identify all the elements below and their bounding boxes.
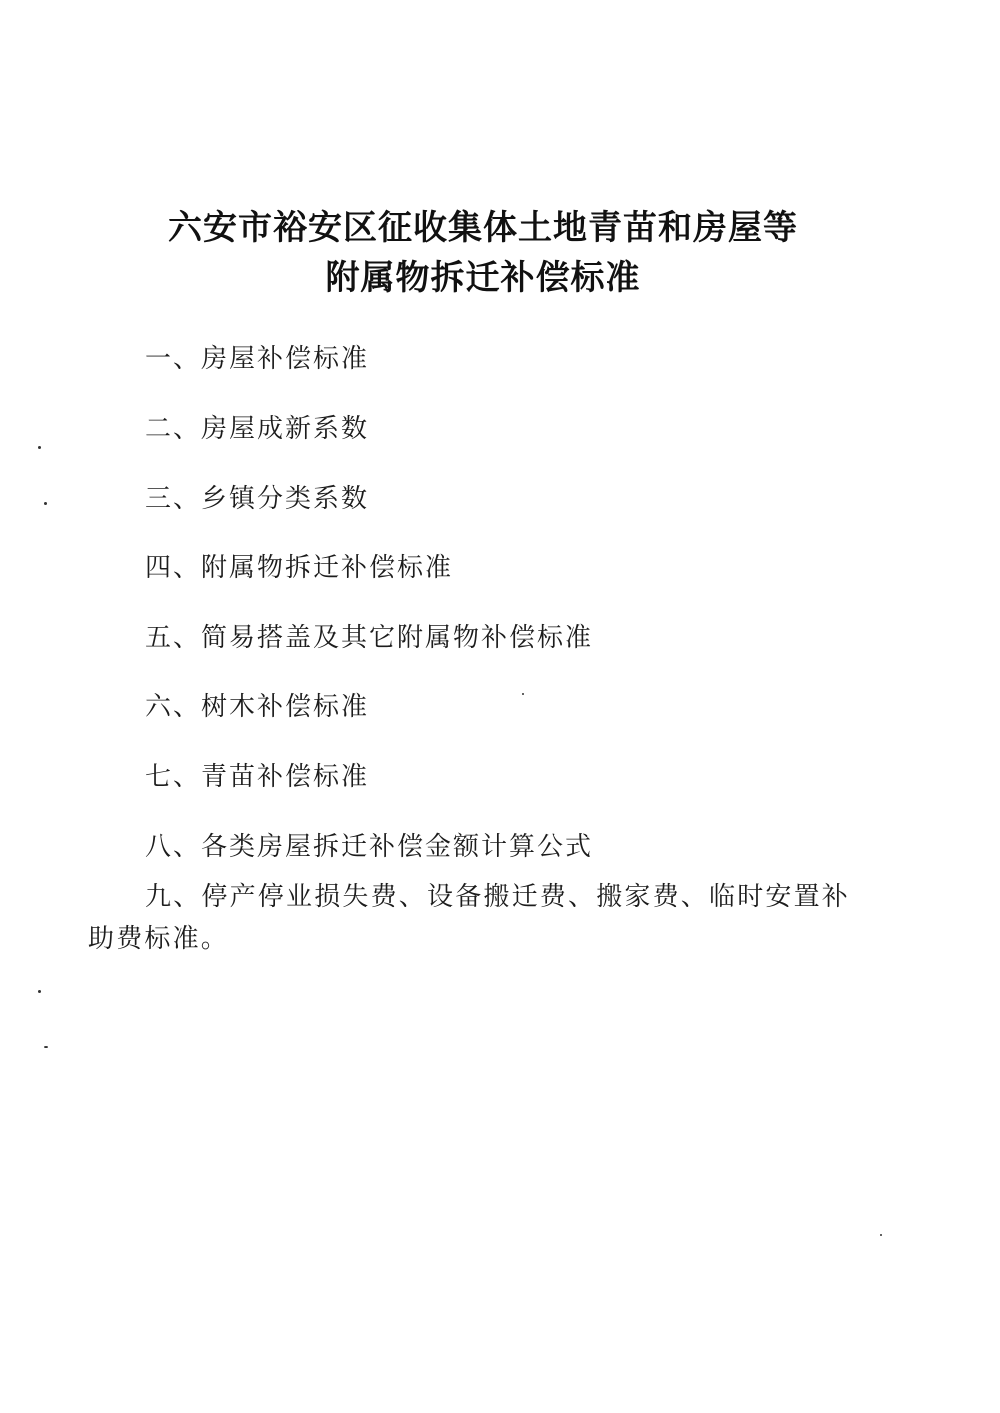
list-item-house-newness-coefficient: 二、房屋成新系数 <box>145 414 370 444</box>
list-item-relocation-fees: 九、停产停业损失费、设备搬迁费、搬家费、临时安置补助费标准。 <box>88 882 851 954</box>
list-item-attachment-compensation: 四、附属物拆迁补偿标准 <box>145 553 454 583</box>
document-title-line-2: 附属物拆迁补偿标准 <box>325 258 641 298</box>
list-item-crop-compensation: 七、青苗补偿标准 <box>145 762 370 792</box>
list-item-house-compensation: 一、房屋补偿标准 <box>145 344 370 374</box>
scan-speck <box>44 502 47 505</box>
scan-speck <box>38 446 41 449</box>
scan-speck <box>44 1046 48 1048</box>
list-item-township-coefficient: 三、乡镇分类系数 <box>145 484 370 514</box>
list-item-tree-compensation: 六、树木补偿标准 <box>145 692 370 722</box>
scan-speck <box>38 990 41 993</box>
document-title-line-1: 六安市裕安区征收集体土地青苗和房屋等 <box>168 208 798 248</box>
scan-speck <box>880 1234 882 1236</box>
list-item-calculation-formula: 八、各类房屋拆迁补偿金额计算公式 <box>145 832 594 862</box>
scan-speck <box>522 693 524 695</box>
list-item-simple-structures-compensation: 五、简易搭盖及其它附属物补偿标准 <box>145 623 594 653</box>
